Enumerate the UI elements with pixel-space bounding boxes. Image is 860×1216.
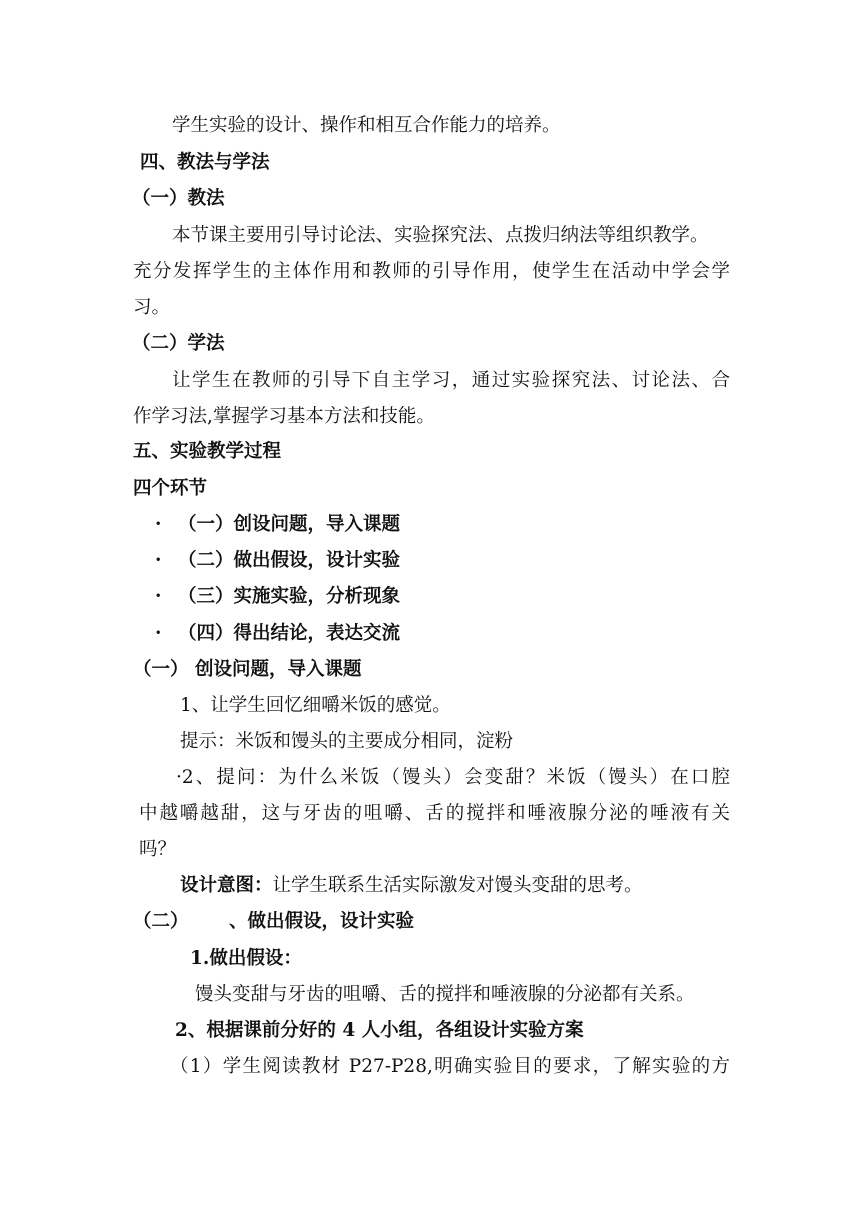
bullet-icon: · <box>155 514 162 535</box>
link-item-2: （二）做出假设，设计实验 <box>178 550 401 571</box>
section4-sub1-heading: （一）教法 <box>132 188 225 209</box>
step2-heading: 2、根据课前分好的 4 人小组，各组设计实验方案 <box>175 1020 584 1041</box>
design-intent-label: 设计意图： <box>180 875 273 896</box>
part1-item2-line-3: 吗？ <box>139 839 177 860</box>
link-item-4: （四）得出结论，表达交流 <box>178 623 401 644</box>
section4-sub2-heading: （二）学法 <box>132 333 225 354</box>
section4-sub1-line-3: 习。 <box>133 297 171 318</box>
part1-item1: 1、让学生回忆细嚼米饭的感觉。 <box>180 695 451 716</box>
link-item-1: （一）创设问题，导入课题 <box>178 514 401 535</box>
section4-sub1-line-2: 充分发挥学生的主体作用和教师的引导作用，使学生在活动中学会学 <box>133 261 730 282</box>
intro-line: 学生实验的设计、操作和相互合作能力的培养。 <box>172 115 561 136</box>
step1-heading: 1.做出假设： <box>190 948 302 969</box>
section4-sub2-line-1: 让学生在教师的引导下自主学习，通过实验探究法、讨论法、合 <box>172 370 730 391</box>
part1-hint: 提示：米饭和馒头的主要成分相同，淀粉 <box>180 731 514 752</box>
section4-sub1-line-1: 本节课主要用引导讨论法、实验探究法、点拨归纳法等组织教学。 <box>172 225 709 246</box>
step2-item1: （1）学生阅读教材 P27-P28,明确实验目的要求，了解实验的方 <box>170 1056 730 1077</box>
part2-heading: 、做出假设，设计实验 <box>229 911 415 932</box>
part1-heading: （一） 创设问题，导入课题 <box>133 659 362 680</box>
part1-item2-line-2: 中越嚼越甜，这与牙齿的咀嚼、舌的搅拌和唾液腺分泌的唾液有关 <box>139 803 730 824</box>
design-intent <box>180 873 643 899</box>
part1-item2-line-1: ·2、提问：为什么米饭（馒头）会变甜？米饭（馒头）在口腔 <box>176 767 730 788</box>
design-intent-text: 让学生联系生活实际激发对馒头变甜的思考。 <box>272 875 643 896</box>
bullet-icon: · <box>155 623 162 644</box>
step1-text: 馒头变甜与牙齿的咀嚼、舌的搅拌和唾液腺的分泌都有关系。 <box>195 984 695 1005</box>
part2-heading-prefix: （二） <box>133 911 189 932</box>
section4-heading: 四、教法与学法 <box>140 152 270 173</box>
link-item-3: （三）实施实验，分析现象 <box>178 586 401 607</box>
section4-sub2-line-2: 作学习法,掌握学习基本方法和技能。 <box>133 406 435 427</box>
bullet-icon: · <box>155 550 162 571</box>
bullet-icon: · <box>155 586 162 607</box>
section5-heading: 五、实验教学过程 <box>133 441 282 462</box>
links-heading: 四个环节 <box>133 478 208 499</box>
